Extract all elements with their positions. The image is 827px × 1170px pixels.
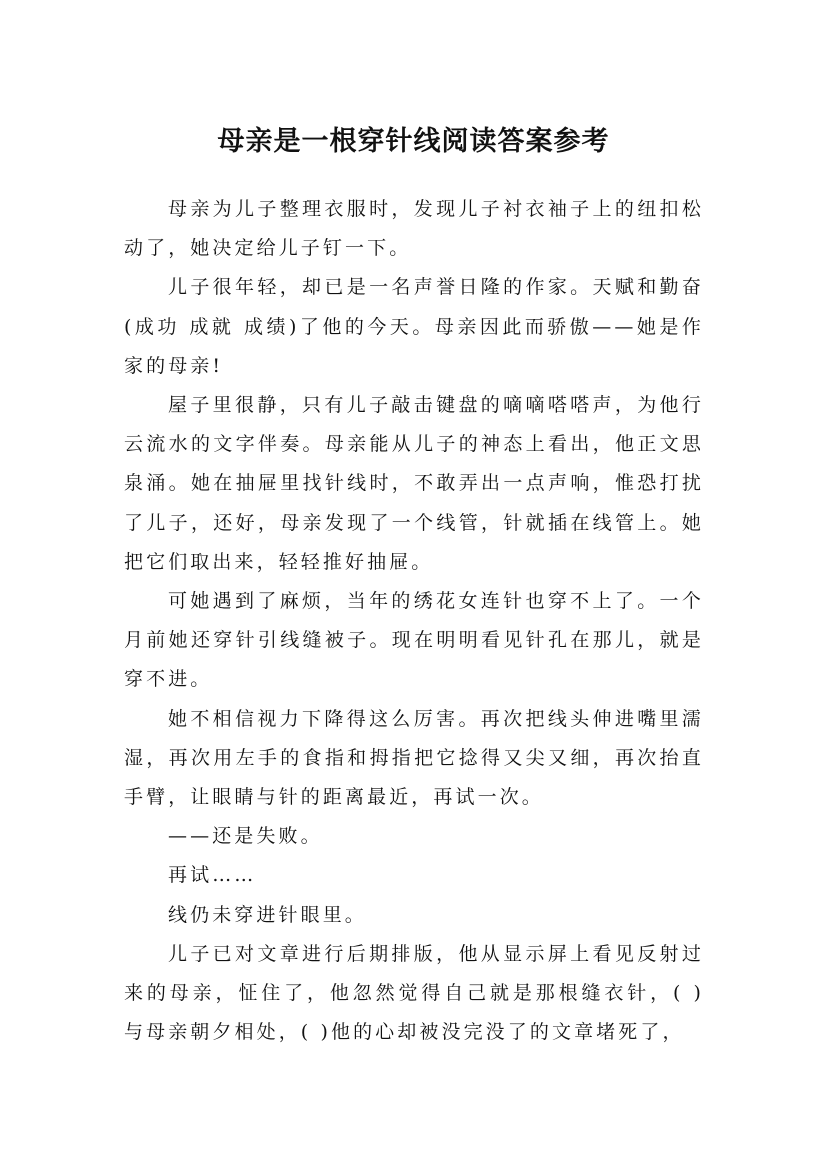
paragraph-9: 儿子已对文章进行后期排版，他从显示屏上看见反射过来的母亲，怔住了，他忽然觉得自己就是那根缝衣针，( )与母亲朝夕相处，( )他的心却被没完没了的文章堵死了，: [124, 942, 704, 1044]
paragraph-5: 她不相信视力下降得这么厉害。再次把线头伸进嘴里濡湿，再次用左手的食指和拇指把它捻得又尖又细，再次抬直手臂，让眼睛与针的距离最近，再试一次。: [124, 707, 704, 809]
paragraph-3: 屋子里很静，只有儿子敲击键盘的嘀嘀嗒嗒声，为他行云流水的文字伴奏。母亲能从儿子的神态上看出，他正文思泉涌。她在抽屉里找针线时，不敢弄出一点声响，惟恐打扰了儿子，还好，母亲发现了一个线管，针就插在线管上。她把它们取出来，轻轻推好抽屉。: [124, 394, 704, 573]
paragraph-8: 线仍未穿进针眼里。: [168, 903, 367, 926]
document-title: 母亲是一根穿针线阅读答案参考: [217, 126, 610, 158]
paragraph-2: 儿子很年轻，却已是一名声誉日隆的作家。天赋和勤奋(成功 成就 成绩)了他的今天。母亲因此而骄傲——她是作家的母亲!: [124, 276, 704, 377]
article-body: [124, 190, 704, 1052]
paragraph-4: 可她遇到了麻烦，当年的绣花女连针也穿不上了。一个月前她还穿针引线缝被子。现在明明看见针孔在那儿，就是穿不进。: [124, 590, 704, 691]
paragraph-1: 母亲为儿子整理衣服时，发现儿子衬衣袖子上的纽扣松动了，她决定给儿子钉一下。: [124, 198, 704, 260]
paragraph-6: ——还是失败。: [168, 825, 323, 848]
paragraph-7: 再试……: [168, 864, 257, 887]
